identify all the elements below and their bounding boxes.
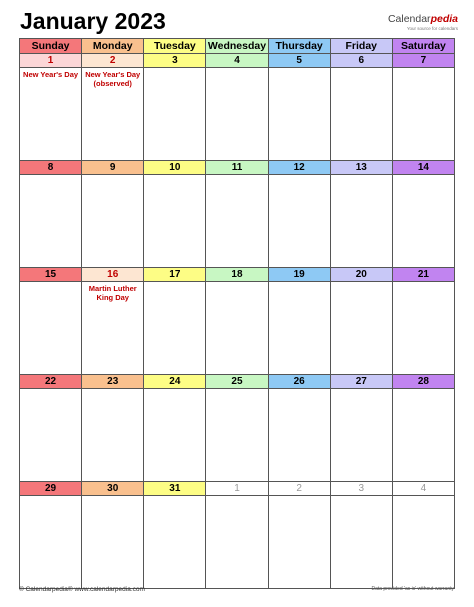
weekday-header-wednesday: Wednesday <box>207 40 267 52</box>
week-3-notes-row <box>20 282 455 375</box>
day-note: Martin Luther King Day <box>82 282 144 375</box>
week-3-number-row <box>20 268 455 282</box>
day-note <box>392 282 454 375</box>
day-note <box>20 282 82 375</box>
day-note <box>330 68 392 161</box>
day-note <box>330 175 392 268</box>
week-1-notes-row <box>20 68 455 161</box>
day-note <box>206 389 268 482</box>
weekday-header-row <box>20 39 455 54</box>
day-number: 19 <box>268 268 330 282</box>
day-note <box>206 496 268 589</box>
week-1-number-row <box>20 54 455 68</box>
day-number-next-month: 1 <box>206 482 268 496</box>
week-5-notes-row <box>20 496 455 589</box>
day-note <box>392 389 454 482</box>
day-number: 29 <box>20 482 82 496</box>
day-number: 3 <box>144 54 206 68</box>
weekday-header-monday: Monday <box>82 39 144 54</box>
day-note <box>144 175 206 268</box>
day-number: 10 <box>144 161 206 175</box>
day-note <box>268 282 330 375</box>
calendar-title: January 2023 <box>20 8 166 34</box>
footer-disclaimer: Data provided 'as is' without warranty <box>371 586 454 592</box>
day-number: 26 <box>268 375 330 389</box>
day-number-next-month: 3 <box>330 482 392 496</box>
day-note: New Year's Day <box>20 68 82 161</box>
day-note: New Year's Day (observed) <box>82 68 144 161</box>
day-number: 2 <box>82 54 144 68</box>
day-note <box>392 68 454 161</box>
day-number: 6 <box>330 54 392 68</box>
day-note <box>144 282 206 375</box>
day-number: 20 <box>330 268 392 282</box>
day-note <box>268 389 330 482</box>
day-number: 21 <box>392 268 454 282</box>
weekday-header-tuesday: Tuesday <box>144 39 206 54</box>
day-number: 27 <box>330 375 392 389</box>
day-note <box>206 68 268 161</box>
day-number: 24 <box>144 375 206 389</box>
week-5-number-row <box>20 482 455 496</box>
day-number: 13 <box>330 161 392 175</box>
week-2-notes-row <box>20 175 455 268</box>
day-note <box>392 175 454 268</box>
weekday-header-friday: Friday <box>330 39 392 54</box>
day-note <box>144 496 206 589</box>
day-note <box>330 282 392 375</box>
brand-tagline: Your source for calendars <box>406 26 458 31</box>
day-number: 17 <box>144 268 206 282</box>
day-number: 4 <box>206 54 268 68</box>
day-number: 25 <box>206 375 268 389</box>
day-number-next-month: 2 <box>268 482 330 496</box>
day-note <box>268 68 330 161</box>
weekday-header-saturday: Saturday <box>392 39 454 54</box>
day-note <box>144 389 206 482</box>
day-note <box>20 496 82 589</box>
day-number: 23 <box>82 375 144 389</box>
day-note <box>268 175 330 268</box>
day-note <box>82 175 144 268</box>
day-note <box>144 68 206 161</box>
day-note <box>206 175 268 268</box>
brand-name: Calendarpedia <box>387 13 458 25</box>
day-note <box>268 496 330 589</box>
day-note <box>206 282 268 375</box>
day-number: 12 <box>268 161 330 175</box>
day-note <box>82 496 144 589</box>
week-4-notes-row <box>20 389 455 482</box>
day-number: 5 <box>268 54 330 68</box>
day-number: 15 <box>20 268 82 282</box>
day-number: 8 <box>20 161 82 175</box>
day-number: 1 <box>20 54 82 68</box>
day-number: 28 <box>392 375 454 389</box>
day-number: 16 <box>82 268 144 282</box>
day-number: 22 <box>20 375 82 389</box>
day-note <box>20 389 82 482</box>
day-number: 18 <box>206 268 268 282</box>
day-number: 7 <box>392 54 454 68</box>
weekday-header-thursday: Thursday <box>268 39 330 54</box>
day-note <box>330 389 392 482</box>
day-number: 11 <box>206 161 268 175</box>
day-number: 14 <box>392 161 454 175</box>
week-4-number-row <box>20 375 455 389</box>
day-note <box>82 389 144 482</box>
calendar-grid <box>19 38 455 589</box>
week-2-number-row <box>20 161 455 175</box>
day-note <box>20 175 82 268</box>
day-number: 31 <box>144 482 206 496</box>
day-note <box>330 496 392 589</box>
day-number: 9 <box>82 161 144 175</box>
day-number: 30 <box>82 482 144 496</box>
day-note <box>392 496 454 589</box>
weekday-header-sunday: Sunday <box>20 39 82 54</box>
day-number-next-month: 4 <box>392 482 454 496</box>
brand-logo[interactable] <box>388 13 458 31</box>
footer-copyright: © Calendarpedia® www.calendarpedia.com <box>19 586 145 593</box>
